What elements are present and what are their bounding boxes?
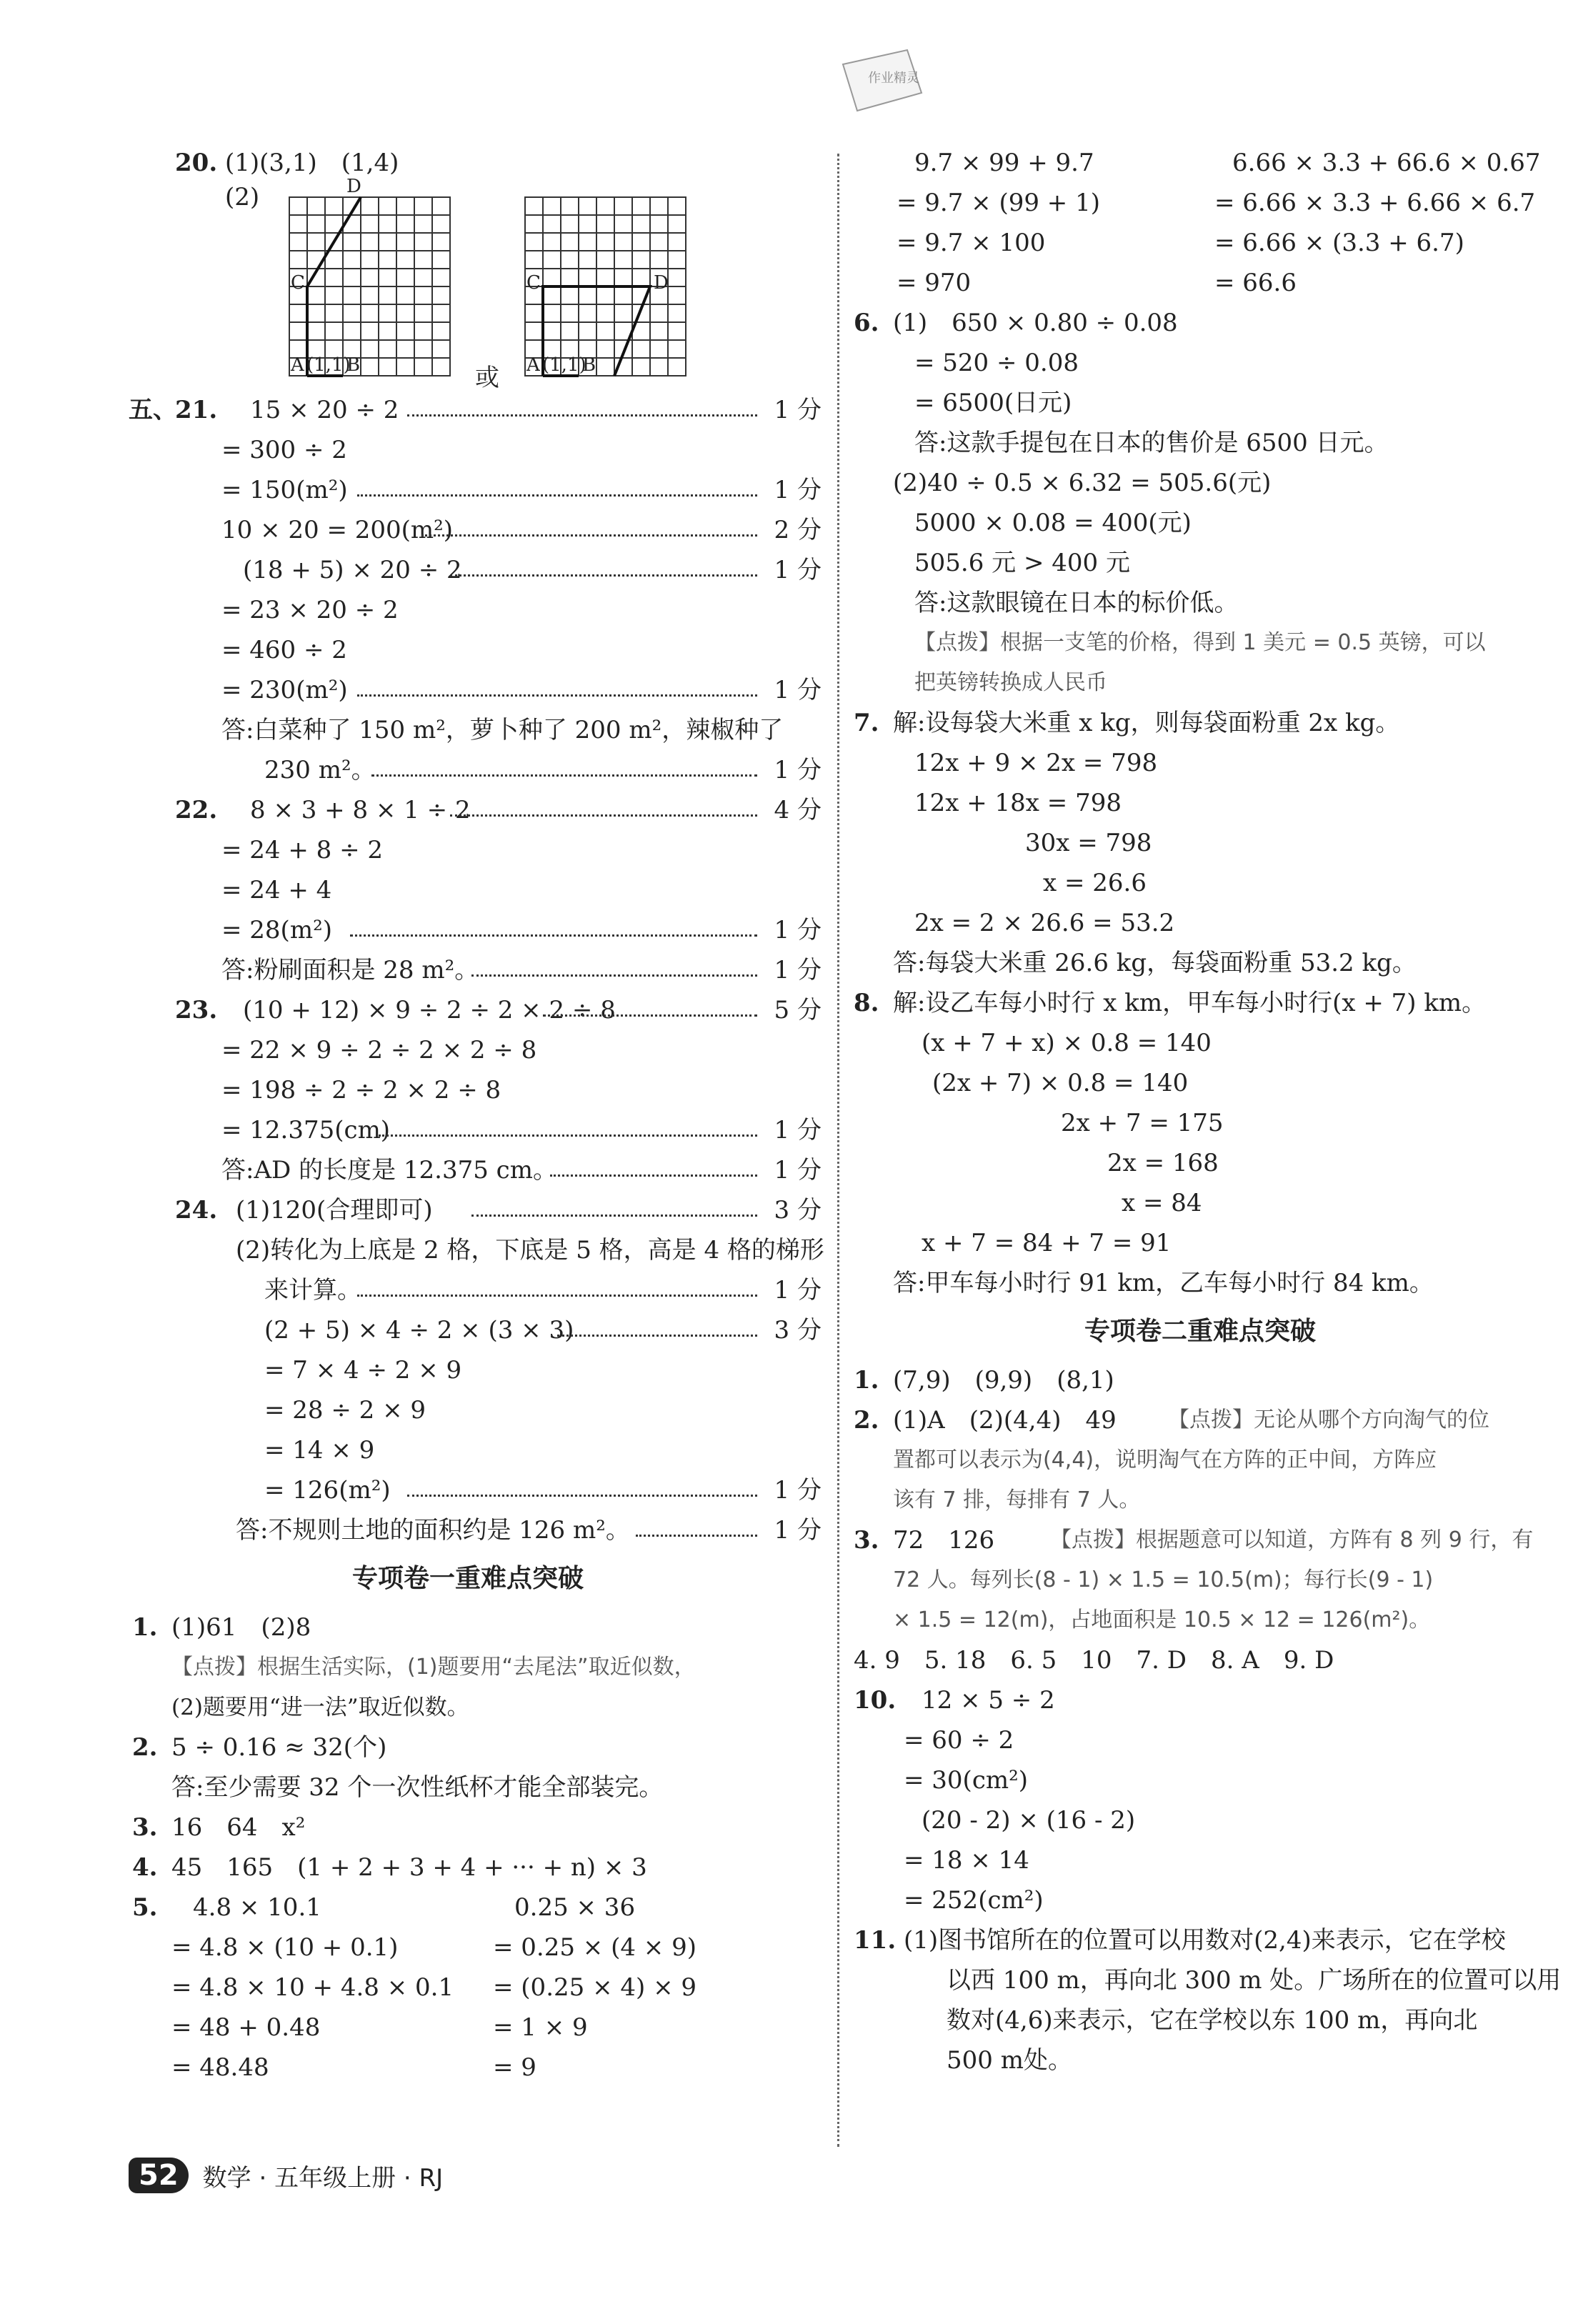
section-heading-2: 专项卷二重难点突破 xyxy=(1084,1317,1316,1346)
q23-line1: 23. (10 + 12) × 9 ÷ 2 ÷ 2 × 2 ÷ 8 5 分 xyxy=(175,996,822,1024)
grid-diagram-2: D C A (1,1) B xyxy=(511,183,696,389)
grid-diagram-1: D C A (1,1) B xyxy=(275,183,461,389)
q20-line1: 20. (1)(3,1) (1,4) xyxy=(175,149,399,177)
q24-line1: 24. (1)120(合理即可) 3 分 xyxy=(175,1196,822,1225)
left-column: 20. (1)(3,1) (1,4) (2) D C A (1,1) B 或 D C A (1,1) B 五、 21. 15 × 20 ÷ 2 1 分 = 300 ÷ 2 = 150(m²) 1 分 10 × 20 = 200(m²) 2 分 (18 + 5) × 20 ÷ 2 1 分 = 23 × 20 ÷ 2 = 460 ÷ 2 = 230(m²) 1 分 答:白菜种了 150 m²，萝卜种了 200 m²，辣椒种了 230 m²。 1 分 22. 8 × 3 + 8 × 1 ÷ 2 4 分 = 24 + 8 ÷ 2 = 24 + 4 = 28(m²) 1 分 答:粉刷面积是 28 m²。 1 分 23. (10 + 12) × 9 ÷ 2 ÷ 2 × 2 ÷ 8 5 分 = 22 × 9 ÷ 2 ÷ 2 × 2 ÷ 8 = 198 ÷ 2 ÷ 2 × 2 ÷ 8 = 12.375(cm) 1 分 答:AD 的长度是 12.375 cm。 1 分 24. (1)120(合理即可) 3 分 (2)转化为上底是 2 格，下底是 5 格，高是 4 格的梯形 来计算。 1 分 (2 + 5) × 4 ÷ 2 × (3 × 3) 3 分 = 7 × 4 ÷ 2 × 9 = 28 ÷ 2 × 9 = 14 × 9 = 126(m²) 1 分 答:不规则土地的面积约是 126 m²。 1 分 专项卷一重难点突破 1. (1)61 (2)8 【点拨】根据生活实际，(1)题要用“去尾法”取近似数， (2)题要用“进一法”取近似数。 2. 5 ÷ 0.16 ≈ 32(个) 答:至少需要 32 个一次性纸杯才能全部装完。 3. 16 64 x² 4. 45 165 (1 + 2 + 3 + 4 + ··· + n) × 3 5. 4.8 × 10.1 0.25 × 36 = 4.8 × (10 + 0.1) = 0.25 × (4 × 9) = 4.8 × 10 + 4.8 × 0.1 = (0.25 × 4) × 9 = 48 + 0.48 = 1 × 9 = 48.48 = 9 xyxy=(114,143,822,2088)
q20-grids: (2) D C A (1,1) B 或 D C A (1,1) B xyxy=(114,183,822,390)
watermark-stamp-icon xyxy=(829,43,936,121)
q21-line1: 五、 21. 15 × 20 ÷ 2 1 分 xyxy=(129,396,822,424)
column-divider xyxy=(837,154,839,2147)
page-footer xyxy=(129,2154,443,2197)
right-column: 9.7 × 99 + 9.7 6.66 × 3.3 + 66.6 × 0.67 = 9.7 × (99 + 1) = 6.66 × 3.3 + 6.66 × 6.7 = 9.7 × 100 = 6.66 × (3.3 + 6.7) = 970 = 66.6 6. (1) 650 × 0.80 ÷ 0.08 = 520 ÷ 0.08 = 6500(日元) 答:这款手提包在日本的售价是 6500 日元。 (2)40 ÷ 0.5 × 6.32 = 505.6(元) 5000 × 0.08 = 400(元) 505.6 元 > 400 元 答:这款眼镜在日本的标价低。 【点拨】根据一支笔的价格，得到 1 美元 = 0.5 英镑，可以 把英镑转换成人民币 7. 解:设每袋大米重 x kg，则每袋面粉重 2x kg。 12x + 9 × 2x = 798 12x + 18x = 798 30x = 798 x = 26.6 2x = 2 × 26.6 = 53.2 答:每袋大米重 26.6 kg，每袋面粉重 53.2 kg。 8. 解:设乙车每小时行 x km，甲车每小时行(x + 7) km。 (x + 7 + x) × 0.8 = 140 (2x + 7) × 0.8 = 140 2x + 7 = 175 2x = 168 x = 84 x + 7 = 84 + 7 = 91 答:甲车每小时行 91 km，乙车每小时行 84 km。 专项卷二重难点突破 1. (7,9) (9,9) (8,1) 2. (1)A (2)(4,4) 49 【点拨】无论从哪个方向淘气的位 置都可以表示为(4,4)，说明淘气在方阵的正中间，方阵应 该有 7 排，每排有 7 人。 3. 72 126 【点拨】根据题意可以知道，方阵有 8 列 9 行，有 72 人。每列长(8 - 1) × 1.5 = 10.5(m)；每行长(9 - 1) × 1.5 = 12(m)，占地面积是 10.5 × 12 = 126(m²)。 4. 9 5. 18 6. 5 10 7. D 8. A 9. D 10. 12 × 5 ÷ 2 = 60 ÷ 2 = 30(cm²) (20 - 2) × (16 - 2) = 18 × 14 = 252(cm²) 11. (1)图书馆所在的位置可以用数对(2,4)来表示，它在学校 以西 100 m，再向北 300 m 处。广场所在的位置可以用 数对(4,6)来表示，它在学校以东 100 m，再向北 500 m处。 xyxy=(854,149,1562,2075)
section-heading-1: 专项卷一重难点突破 xyxy=(351,1564,584,1593)
svg-text:作业精灵: 作业精灵 xyxy=(868,71,919,86)
footer-text: 数学 · 五年级上册 · RJ xyxy=(202,2163,444,2193)
page-number: 52 xyxy=(129,2158,189,2193)
q22-line1: 22. 8 × 3 + 8 × 1 ÷ 2 4 分 xyxy=(175,796,822,824)
